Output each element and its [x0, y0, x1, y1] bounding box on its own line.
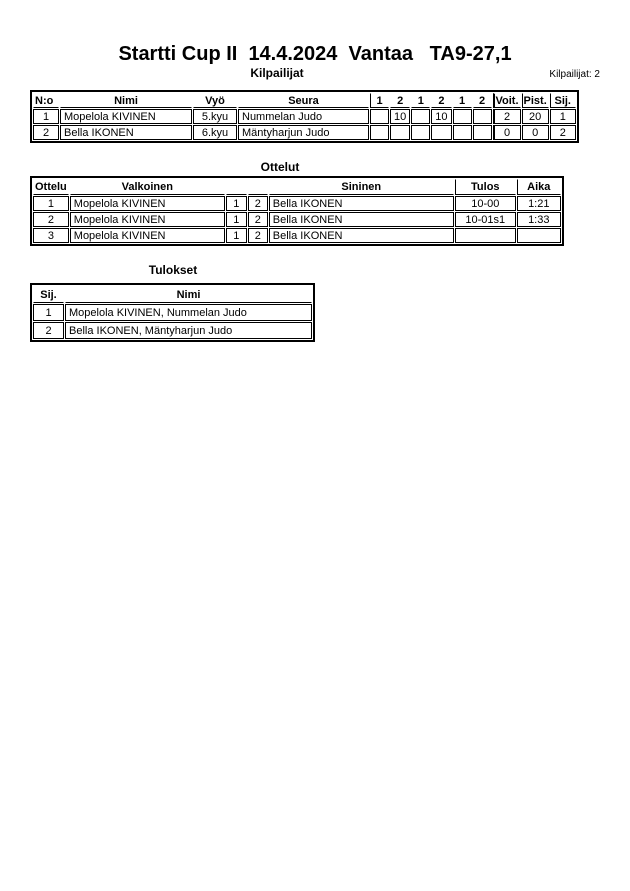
- cell-blue-no: 2: [248, 228, 268, 243]
- col-header-match: Ottelu: [35, 181, 67, 193]
- cell-belt: 6.kyu: [193, 125, 237, 140]
- match-row: [33, 212, 561, 227]
- col-header-score-1: 1: [370, 93, 389, 108]
- cell-score: [411, 109, 430, 124]
- matches-header-row: [33, 179, 561, 195]
- match-row: [33, 196, 561, 211]
- cell-no: 2: [33, 125, 59, 140]
- results-section-heading: Tulokset: [148, 263, 198, 277]
- cell-blue-name: Bella IKONEN: [269, 228, 454, 243]
- cell-time: 1:33: [517, 212, 561, 227]
- col-header-name: Nimi: [65, 286, 312, 303]
- cell-name: Mopelola KIVINEN: [60, 109, 192, 124]
- col-header-white: Valkoinen: [70, 179, 225, 195]
- cell-match-no: 2: [33, 212, 69, 227]
- cell-wins: 0: [493, 125, 521, 140]
- cell-match-no: 1: [33, 196, 69, 211]
- cell-score: [473, 125, 492, 140]
- cell-result: 10-00: [455, 196, 516, 211]
- cell-result: [455, 228, 516, 243]
- cell-no: 1: [33, 109, 59, 124]
- cell-points: 20: [522, 109, 549, 124]
- cell-white-no: 1: [226, 196, 247, 211]
- page-title: Startti Cup II 14.4.2024 Vantaa TA9-27,1: [118, 43, 512, 65]
- col-header-result: Tulos: [455, 179, 516, 195]
- cell-score: 10: [390, 109, 410, 124]
- col-header-blue: Sininen: [269, 179, 454, 195]
- result-row: [33, 304, 312, 321]
- empty-header-cell: [226, 179, 247, 195]
- cell-blue-no: 2: [248, 212, 268, 227]
- empty-header-cell: [248, 179, 268, 195]
- cell-place: 1: [550, 109, 576, 124]
- cell-score: [370, 109, 389, 124]
- competitors-count-label: Kilpailijat: 2: [549, 69, 600, 80]
- cell-name: Bella IKONEN, Mäntyharjun Judo: [65, 322, 312, 339]
- cell-white-name: Mopelola KIVINEN: [70, 228, 225, 243]
- col-header-wins: Voit.: [493, 93, 521, 108]
- cell-result: 10-01s1: [455, 212, 516, 227]
- col-header-score-4: 2: [431, 93, 451, 108]
- cell-club: Mäntyharjun Judo: [238, 125, 369, 140]
- col-header-points: Pist.: [523, 94, 547, 107]
- results-header-row: [33, 286, 312, 303]
- cell-score: [431, 125, 451, 140]
- cell-points: 0: [522, 125, 549, 140]
- cell-score: [411, 125, 430, 140]
- cell-white-name: Mopelola KIVINEN: [70, 196, 225, 211]
- competitors-header-row: [33, 93, 576, 108]
- col-header-score-6: 2: [473, 93, 492, 108]
- cell-score: [390, 125, 410, 140]
- cell-wins: 2: [493, 109, 521, 124]
- cell-score: [370, 125, 389, 140]
- cell-place: 2: [33, 322, 64, 339]
- col-header-place: Sij.: [33, 286, 64, 303]
- col-header-name: Nimi: [60, 93, 192, 108]
- col-header-score-2: 2: [390, 93, 410, 108]
- cell-score: [453, 109, 472, 124]
- cell-blue-name: Bella IKONEN: [269, 196, 454, 211]
- cell-place: 2: [550, 125, 576, 140]
- competitor-row: [33, 125, 576, 140]
- col-header-score-3: 1: [411, 93, 430, 108]
- cell-white-no: 1: [226, 212, 247, 227]
- cell-name: Bella IKONEN: [60, 125, 192, 140]
- col-header-time: Aika: [517, 179, 561, 195]
- matches-section-heading: Ottelut: [260, 160, 300, 174]
- cell-time: 1:21: [517, 196, 561, 211]
- result-row: [33, 322, 312, 339]
- cell-score: [453, 125, 472, 140]
- matches-table: [30, 176, 564, 246]
- competitors-section-heading: Kilpailijat: [250, 66, 304, 80]
- col-header-score-5: 1: [453, 93, 472, 108]
- cell-white-name: Mopelola KIVINEN: [70, 212, 225, 227]
- cell-score: 10: [431, 109, 451, 124]
- cell-white-no: 1: [226, 228, 247, 243]
- cell-score: [473, 109, 492, 124]
- results-table: [30, 283, 315, 342]
- match-row: [33, 228, 561, 243]
- cell-name: Mopelola KIVINEN, Nummelan Judo: [65, 304, 312, 321]
- cell-blue-name: Bella IKONEN: [269, 212, 454, 227]
- col-header-belt: Vyö: [193, 93, 237, 108]
- competitor-row: [33, 109, 576, 124]
- cell-time: [517, 228, 561, 243]
- col-header-no: N:o: [33, 93, 59, 108]
- cell-club: Nummelan Judo: [238, 109, 369, 124]
- cell-belt: 5.kyu: [193, 109, 237, 124]
- cell-place: 1: [33, 304, 64, 321]
- cell-blue-no: 2: [248, 196, 268, 211]
- competitors-table: [30, 90, 579, 143]
- col-header-club: Seura: [238, 93, 369, 108]
- cell-match-no: 3: [33, 228, 69, 243]
- col-header-place: Sij.: [550, 93, 576, 108]
